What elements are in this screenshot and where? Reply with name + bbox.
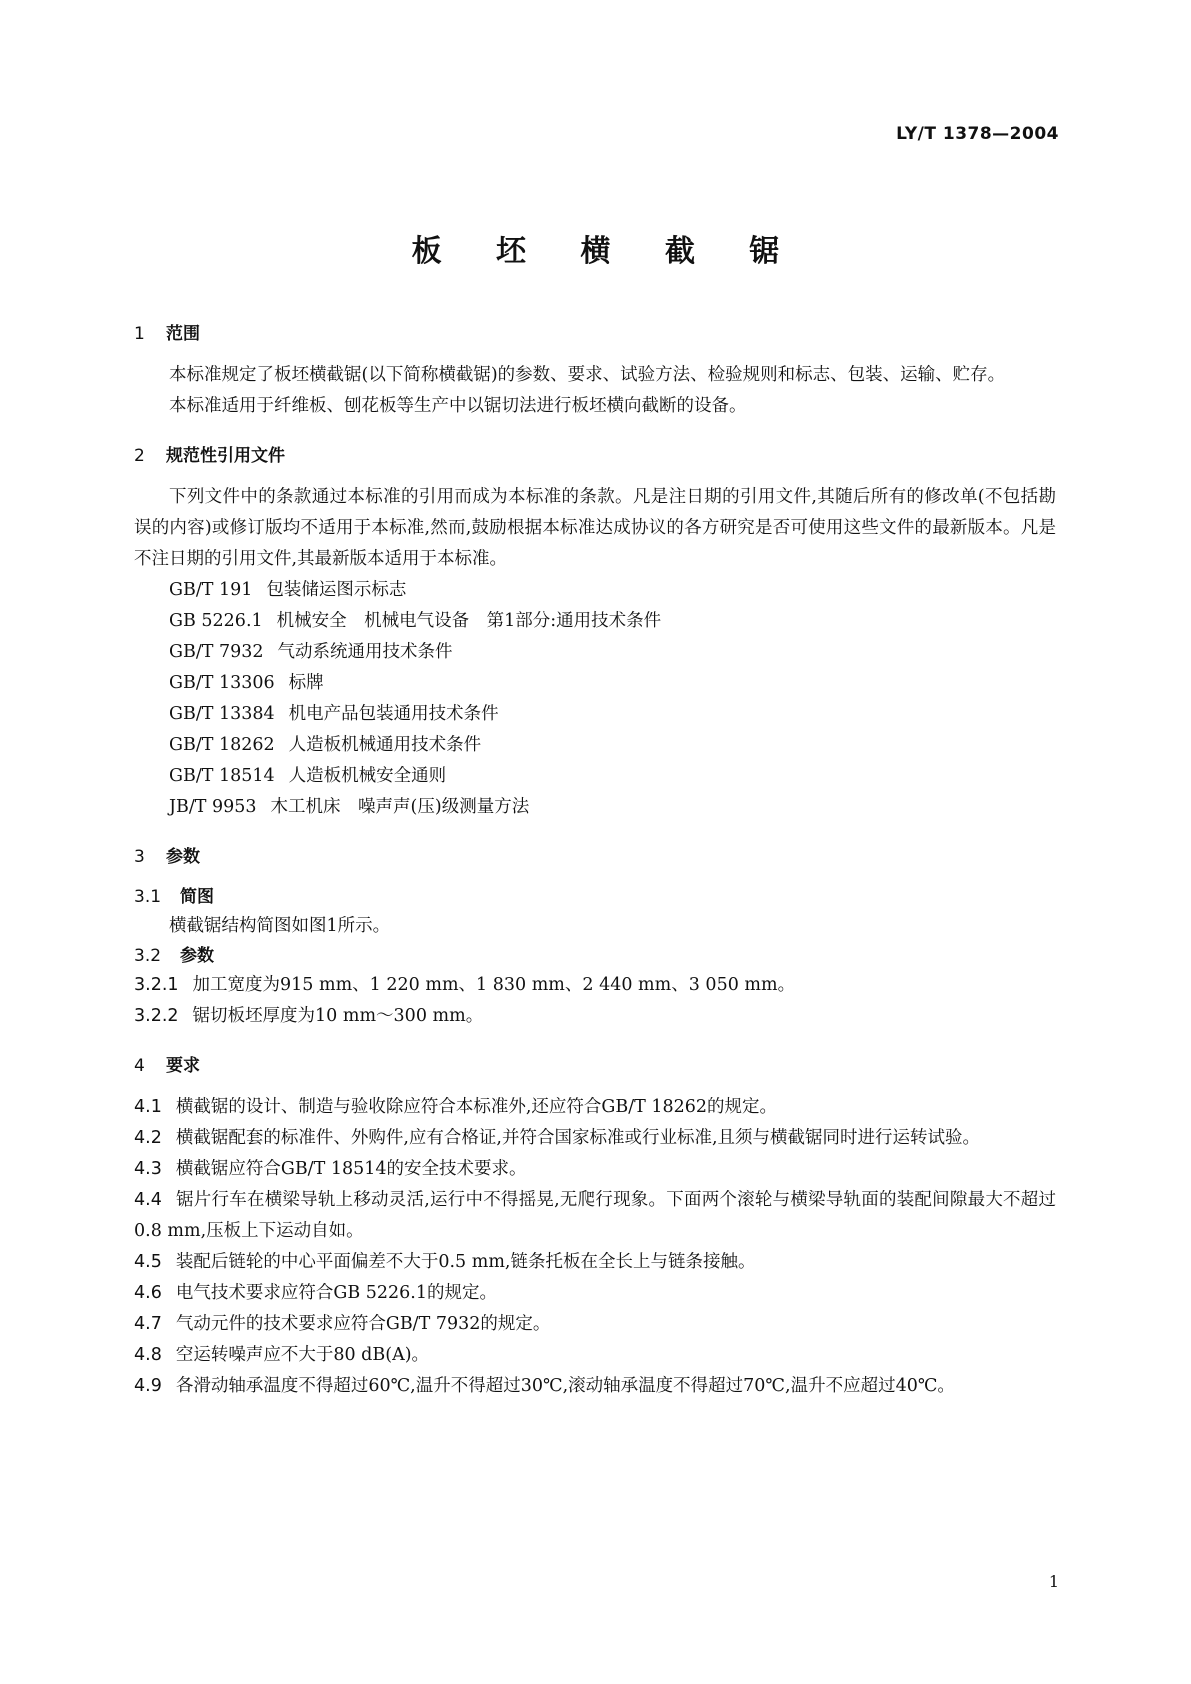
clause-item: [134, 1278, 1056, 1309]
subsection-heading-parameters: [134, 942, 1056, 970]
section-heading-normative-references: [134, 442, 1056, 470]
clause-number: 4.8: [134, 1345, 162, 1365]
clause-text: 横截锯应符合GB/T 18514的安全技术要求。: [175, 1159, 527, 1179]
reference-item: [134, 575, 1056, 606]
subsection-number: 3.1: [134, 887, 162, 907]
reference-title: 标牌: [288, 673, 324, 693]
standard-code: LY/T 1378—2004: [896, 124, 1059, 144]
clause-text: 横截锯配套的标准件、外购件,应有合格证,并符合国家标准或行业标准,且须与横截锯同时进行运转试验。: [175, 1128, 981, 1148]
reference-title: 机械安全 机械电气设备 第1部分:通用技术条件: [276, 611, 662, 631]
section-heading-requirements: [134, 1052, 1056, 1080]
section-title: 范围: [166, 324, 200, 344]
clause-item: [134, 1123, 1056, 1154]
clause-text: 锯片行车在横梁导轨上移动灵活,运行中不得摇晃,无爬行现象。下面两个滚轮与横梁导轨面的装配间隙最大不超过0.8 mm,压板上下运动自如。: [134, 1190, 1056, 1241]
reference-item: [134, 699, 1056, 730]
clause-number: 4.1: [134, 1097, 162, 1117]
reference-title: 机电产品包装通用技术条件: [288, 704, 499, 724]
clause-item: [134, 1371, 1056, 1402]
reference-item: [134, 637, 1056, 668]
reference-code: GB/T 18514: [169, 766, 275, 786]
clause-text: 电气技术要求应符合GB 5226.1的规定。: [175, 1283, 497, 1303]
clause-item: [134, 1309, 1056, 1340]
clause-text: 加工宽度为915 mm、1 220 mm、1 830 mm、2 440 mm、3 050 mm。: [192, 975, 796, 995]
reference-code: GB 5226.1: [169, 611, 263, 631]
clause-item: [134, 1340, 1056, 1371]
clause-item: [134, 1092, 1056, 1123]
clause-number: 4.3: [134, 1159, 162, 1179]
page-number: 1: [1048, 1572, 1059, 1591]
clause-number: 3.2.1: [134, 975, 179, 995]
section-title: 规范性引用文件: [166, 446, 285, 466]
document-body: [134, 320, 1056, 1402]
clause-item: [134, 1154, 1056, 1185]
paragraph: 本标准规定了板坯横截锯(以下简称横截锯)的参数、要求、试验方法、检验规则和标志、包装、运输、贮存。: [169, 365, 1006, 385]
clause-item: [134, 1001, 1056, 1032]
clause-number: 4.5: [134, 1252, 162, 1272]
subsection-number: 3.2: [134, 946, 162, 966]
paragraph: 横截锯结构简图如图1所示。: [169, 916, 391, 936]
subsection-title: 参数: [180, 946, 214, 966]
clause-number: 4.2: [134, 1128, 162, 1148]
clause-number: 3.2.2: [134, 1006, 179, 1026]
reference-title: 木工机床 噪声声(压)级测量方法: [270, 797, 530, 817]
clause-text: 空运转噪声应不大于80 dB(A)。: [175, 1345, 430, 1365]
clause-number: 4.7: [134, 1314, 162, 1334]
section-number: 3: [134, 847, 145, 867]
clause-number: 4.4: [134, 1190, 162, 1210]
clause-text: 气动元件的技术要求应符合GB/T 7932的规定。: [175, 1314, 551, 1334]
subsection-title: 简图: [180, 887, 214, 907]
reference-title: 人造板机械通用技术条件: [288, 735, 482, 755]
reference-item: [134, 792, 1056, 823]
reference-item: [134, 606, 1056, 637]
clause-text: 横截锯的设计、制造与验收除应符合本标准外,还应符合GB/T 18262的规定。: [175, 1097, 778, 1117]
clause-text: 各滑动轴承温度不得超过60℃,温升不得超过30℃,滚动轴承温度不得超过70℃,温升不应超过40℃。: [175, 1376, 955, 1396]
section-number: 4: [134, 1056, 145, 1076]
reference-item: [134, 761, 1056, 792]
document-title: 板 坯 横 截 锯: [411, 234, 802, 269]
reference-title: 包装储运图示标志: [266, 580, 407, 600]
reference-title: 人造板机械安全通则: [288, 766, 447, 786]
clause-text: 锯切板坯厚度为10 mm～300 mm。: [192, 1006, 484, 1026]
reference-code: GB/T 18262: [169, 735, 275, 755]
reference-code: GB/T 191: [169, 580, 253, 600]
clause-item: [134, 1247, 1056, 1278]
section-number: 2: [134, 446, 145, 466]
section-number: 1: [134, 324, 145, 344]
section-title: 要求: [166, 1056, 200, 1076]
reference-item: [134, 668, 1056, 699]
reference-code: GB/T 13384: [169, 704, 275, 724]
reference-code: JB/T 9953: [169, 797, 257, 817]
clause-item: [134, 970, 1056, 1001]
section-heading-scope: [134, 320, 1056, 348]
clause-number: 4.6: [134, 1283, 162, 1303]
clause-item: [134, 1185, 1056, 1247]
paragraph: 本标准适用于纤维板、刨花板等生产中以锯切法进行板坯横向截断的设备。: [169, 396, 747, 416]
subsection-heading-diagram: [134, 883, 1056, 911]
paragraph: 下列文件中的条款通过本标准的引用而成为本标准的条款。凡是注日期的引用文件,其随后所有的修改单(不包括勘误的内容)或修订版均不适用于本标准,然而,鼓励根据本标准达成协议的各方研究是否可使用这些文件的最新版本。凡是不注日期的引用文件,其最新版本适用于本标准。: [134, 487, 1056, 569]
reference-code: GB/T 13306: [169, 673, 275, 693]
reference-code: GB/T 7932: [169, 642, 264, 662]
reference-item: [134, 730, 1056, 761]
clause-text: 装配后链轮的中心平面偏差不大于0.5 mm,链条托板在全长上与链条接触。: [175, 1252, 756, 1272]
section-heading-parameters: [134, 843, 1056, 871]
reference-title: 气动系统通用技术条件: [277, 642, 453, 662]
clause-number: 4.9: [134, 1376, 162, 1396]
section-title: 参数: [166, 847, 200, 867]
